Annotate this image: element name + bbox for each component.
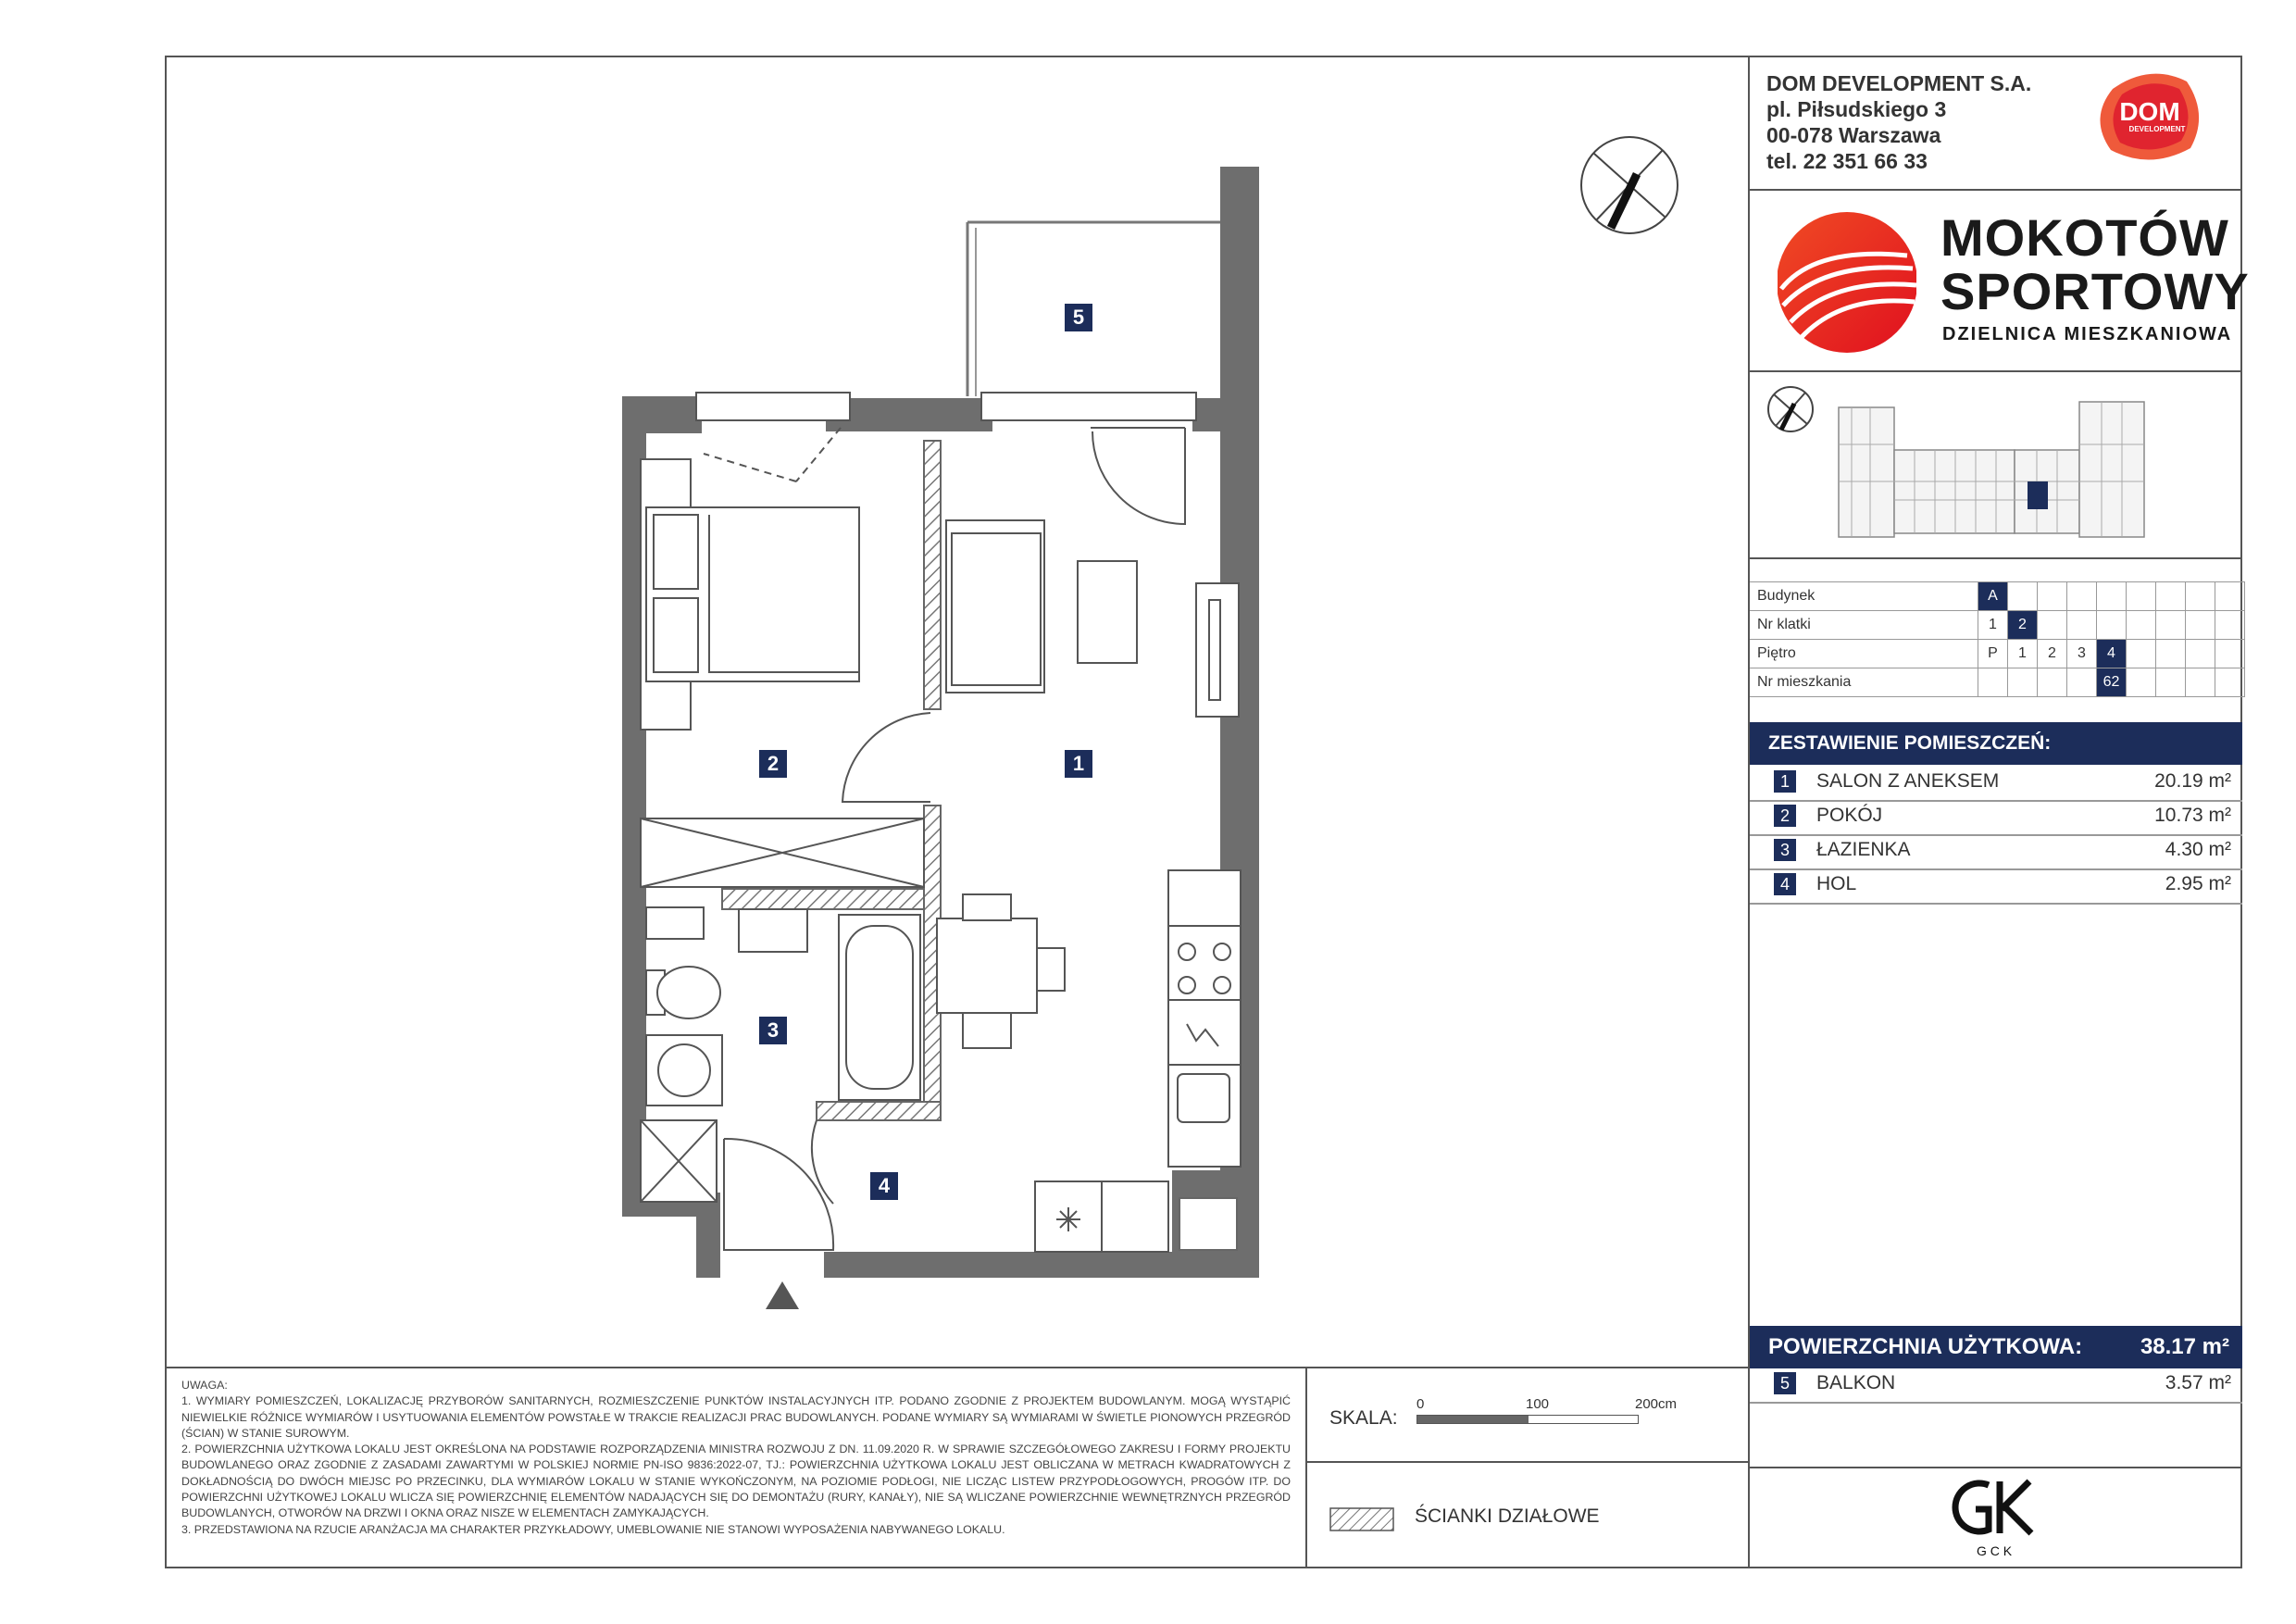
room-number: 1 [1774, 770, 1796, 793]
compass [1581, 137, 1678, 233]
info-cell [2215, 611, 2245, 640]
plan-label-room-5: 5 [1065, 304, 1092, 331]
gck-logo [1948, 1476, 2040, 1559]
info-cell [2067, 582, 2097, 611]
room-number: 4 [1774, 873, 1796, 895]
info-cell [2097, 611, 2127, 640]
company-phone: tel. 22 351 66 33 [1766, 149, 1928, 173]
apartment-highlight [2028, 481, 2048, 509]
info-cell: 1 [1978, 611, 2008, 640]
info-label: Nr mieszkania [1750, 668, 1978, 697]
info-cell: 2 [2008, 611, 2038, 640]
room-area: 20.19 m² [2154, 770, 2231, 792]
room-name: SALON Z ANEKSEM [1816, 770, 2000, 792]
room-area: 2.95 m² [2165, 873, 2231, 894]
info-cell [2008, 668, 2038, 697]
scale-tick-0: 0 [1416, 1396, 1425, 1412]
floor-plan [165, 56, 1750, 1368]
scale-divider [1305, 1461, 1750, 1463]
info-cell [1978, 668, 2008, 697]
balcony-row [1750, 1368, 2242, 1404]
room-number: 2 [1774, 805, 1796, 827]
info-cell [2127, 582, 2156, 611]
info-cell [2186, 640, 2215, 668]
info-cell [2008, 582, 2038, 611]
info-label: Budynek [1750, 582, 1978, 611]
note-item: 2. POWIERZCHNIA UŻYTKOWA LOKALU JEST OKREŚLONA NA PODSTAWIE ROZPORZĄDZENIA MINISTRA ROZWOJU Z DN. 11.09.2020 R. W SPRAWIE SZCZEGÓŁOWEGO ZAKRESU I FORMY PROJEKTU BUDOWLANEGO ORAZ ZGODNIE Z ZASADAMI ZAWARTYMI W POLSKIEJ NORMIE PN-ISO 9836:2022-07, TJ.: POWIERZCHNIA UŻYTKOWA LOKALU JEST OBLICZANA W METRACH KWADRATOWYCH Z DOKŁADNOŚCIĄ DO DWÓCH MIEJSC PO PRZECINKU, DLA WYMIARÓW LOKALU W STANIE WYKOŃCZONYM, NA POZIOMIE PODŁOGI, NIE LICZĄC LISTEW PRZYPODŁOGOWYCH, PROGÓW ITP. DO POWIERZCHNI UŻYTKOWEJ LOKALU WLICZA SIĘ POWIERZCHNIĘ ELEMENTÓW NADAJĄCYCH SIĘ DO DEMONTAŻU (RURY, KANAŁY), NIE SĄ WLICZANE POWIERZCHNIE WEWNĘTRZNYCH PRZEGRÓD BUDOWLANYCH, OTWORÓW NA DRZWI I OKNA ORAZ NISZE W ELEMENTACH ZAMYKAJĄCYCH. [181, 1443, 1291, 1520]
info-row-budynek [1750, 582, 2245, 611]
room-row [1750, 801, 2242, 836]
info-cell [2127, 640, 2156, 668]
room-name: ŁAZIENKA [1816, 839, 1911, 860]
info-cell [2067, 611, 2097, 640]
project-title-line-2: SPORTOWY [1940, 262, 2250, 320]
plan-label-room-3: 3 [759, 1017, 787, 1044]
plan-label-room-4: 4 [870, 1172, 898, 1200]
info-cell [2156, 582, 2186, 611]
room-name: HOL [1816, 873, 1857, 894]
room-area: 10.73 m² [2154, 805, 2231, 826]
info-cell [2186, 582, 2215, 611]
room-area: 4.30 m² [2165, 839, 2231, 860]
info-cell [2215, 668, 2245, 697]
info-cell [2038, 611, 2067, 640]
dom-logo-text: DOM [2119, 97, 2180, 126]
total-area-value: 38.17 m² [2140, 1334, 2229, 1359]
info-cell [2186, 611, 2215, 640]
panel-line-1 [1748, 189, 2242, 191]
info-cell [2127, 668, 2156, 697]
balcony [967, 222, 1220, 396]
room-row [1750, 767, 2242, 802]
scale-label: SKALA: [1329, 1407, 1398, 1429]
scale-bar [1416, 1415, 1639, 1424]
info-cell: P [1978, 640, 2008, 668]
interior-walls [1179, 1198, 1237, 1250]
panel-line-2 [1748, 370, 2242, 372]
scale-bar-fill [1417, 1416, 1529, 1423]
total-area-bar [1750, 1326, 2242, 1368]
plan-label-room-2: 2 [759, 750, 787, 778]
building-key-plan [1759, 380, 2166, 556]
info-cell [2038, 668, 2067, 697]
info-cell: 62 [2097, 668, 2127, 697]
room-name: POKÓJ [1816, 805, 1883, 826]
notes [181, 1378, 1291, 1538]
project-title-line-1: MOKOTÓW [1940, 208, 2229, 267]
info-cell [2215, 640, 2245, 668]
room-row [1750, 835, 2242, 870]
project-subtitle: DZIELNICA MIESZKANIOWA [1942, 324, 2233, 344]
info-cell: 4 [2097, 640, 2127, 668]
mokotow-sportowy-logo [1778, 209, 1916, 356]
info-cell [2067, 668, 2097, 697]
company-address-1: pl. Piłsudskiego 3 [1766, 97, 1947, 121]
info-row-nr-mieszkania [1750, 668, 2245, 697]
info-cell [2215, 582, 2245, 611]
company-name: DOM DEVELOPMENT S.A. [1766, 71, 2032, 95]
note-item: 3. PRZEDSTAWIONA NA RZUCIE ARANŻACJA MA CHARAKTER PRZYKŁADOWY, UMEBLOWANIE NIE STANOWI WYPOSAŻENIA NABYWANEGO LOKALU. [181, 1522, 1005, 1536]
room-number: 3 [1774, 839, 1796, 861]
entrance-marker [766, 1281, 799, 1309]
dom-logo-subtext: DEVELOPMENT [2128, 125, 2186, 133]
info-cell [2156, 611, 2186, 640]
info-cell [2038, 582, 2067, 611]
info-label: Nr klatki [1750, 611, 1978, 640]
scale-tick-100: 100 [1526, 1396, 1550, 1412]
info-cell: 2 [2038, 640, 2067, 668]
info-label: Piętro [1750, 640, 1978, 668]
company-address-2: 00-078 Warszawa [1766, 123, 1941, 147]
partition-legend-swatch [1329, 1507, 1394, 1531]
room-number: 5 [1774, 1372, 1796, 1394]
info-cell: A [1978, 582, 2008, 611]
notes-title: UWAGA: [181, 1379, 228, 1392]
apartment-info-table [1750, 581, 2245, 697]
room-row [1750, 869, 2242, 905]
room-name: BALKON [1816, 1372, 1896, 1393]
info-cell [2097, 582, 2127, 611]
panel-line-3 [1748, 557, 2242, 559]
plan-label-room-1: 1 [1065, 750, 1092, 778]
info-cell [2156, 668, 2186, 697]
note-item: 1. WYMIARY POMIESZCZEŃ, LOKALIZACJĘ PRZYBORÓW SANITARNYCH, ROZMIESZCZENIE PUNKTÓW INSTALACYJNYCH ITP. PODANO ZGODNIE Z PROJEKTEM BUDOWLANYM. MOGĄ WYSTĄPIĆ NIEWIELKIE RÓŻNICE WYMIARÓW I USYTUOWANIA ELEMENTÓW POWSTAŁE W TRAKCIE REALIZACJI PRAC BUDOWLANYCH. PODANE WYMIARY SĄ WYMIARAMI W ŚWIETLE PIONOWYCH PRZEGRÓD (ŚCIAN) W STANIE SUROWYM. [181, 1394, 1291, 1440]
partition-legend-label: ŚCIANKI DZIAŁOWE [1415, 1505, 1600, 1527]
rooms-header: ZESTAWIENIE POMIESZCZEŃ: [1750, 722, 2242, 765]
company-info [1766, 70, 2031, 174]
scale-tick-200: 200cm [1635, 1396, 1678, 1412]
info-cell: 1 [2008, 640, 2038, 668]
total-area-label: POWIERZCHNIA UŻYTKOWA: [1768, 1334, 2083, 1359]
info-cell [2127, 611, 2156, 640]
gck-letters: G C K [1976, 1543, 2013, 1558]
info-cell [2186, 668, 2215, 697]
info-cell [2156, 640, 2186, 668]
panel-line-4 [1748, 1467, 2242, 1468]
info-row-nr-klatki [1750, 611, 2245, 640]
room-area: 3.57 m² [2165, 1372, 2231, 1393]
notes-divider [1305, 1367, 1307, 1568]
info-row-pietro [1750, 640, 2245, 668]
dom-development-logo [2094, 69, 2205, 165]
project-title [1940, 208, 2250, 320]
info-cell: 3 [2067, 640, 2097, 668]
